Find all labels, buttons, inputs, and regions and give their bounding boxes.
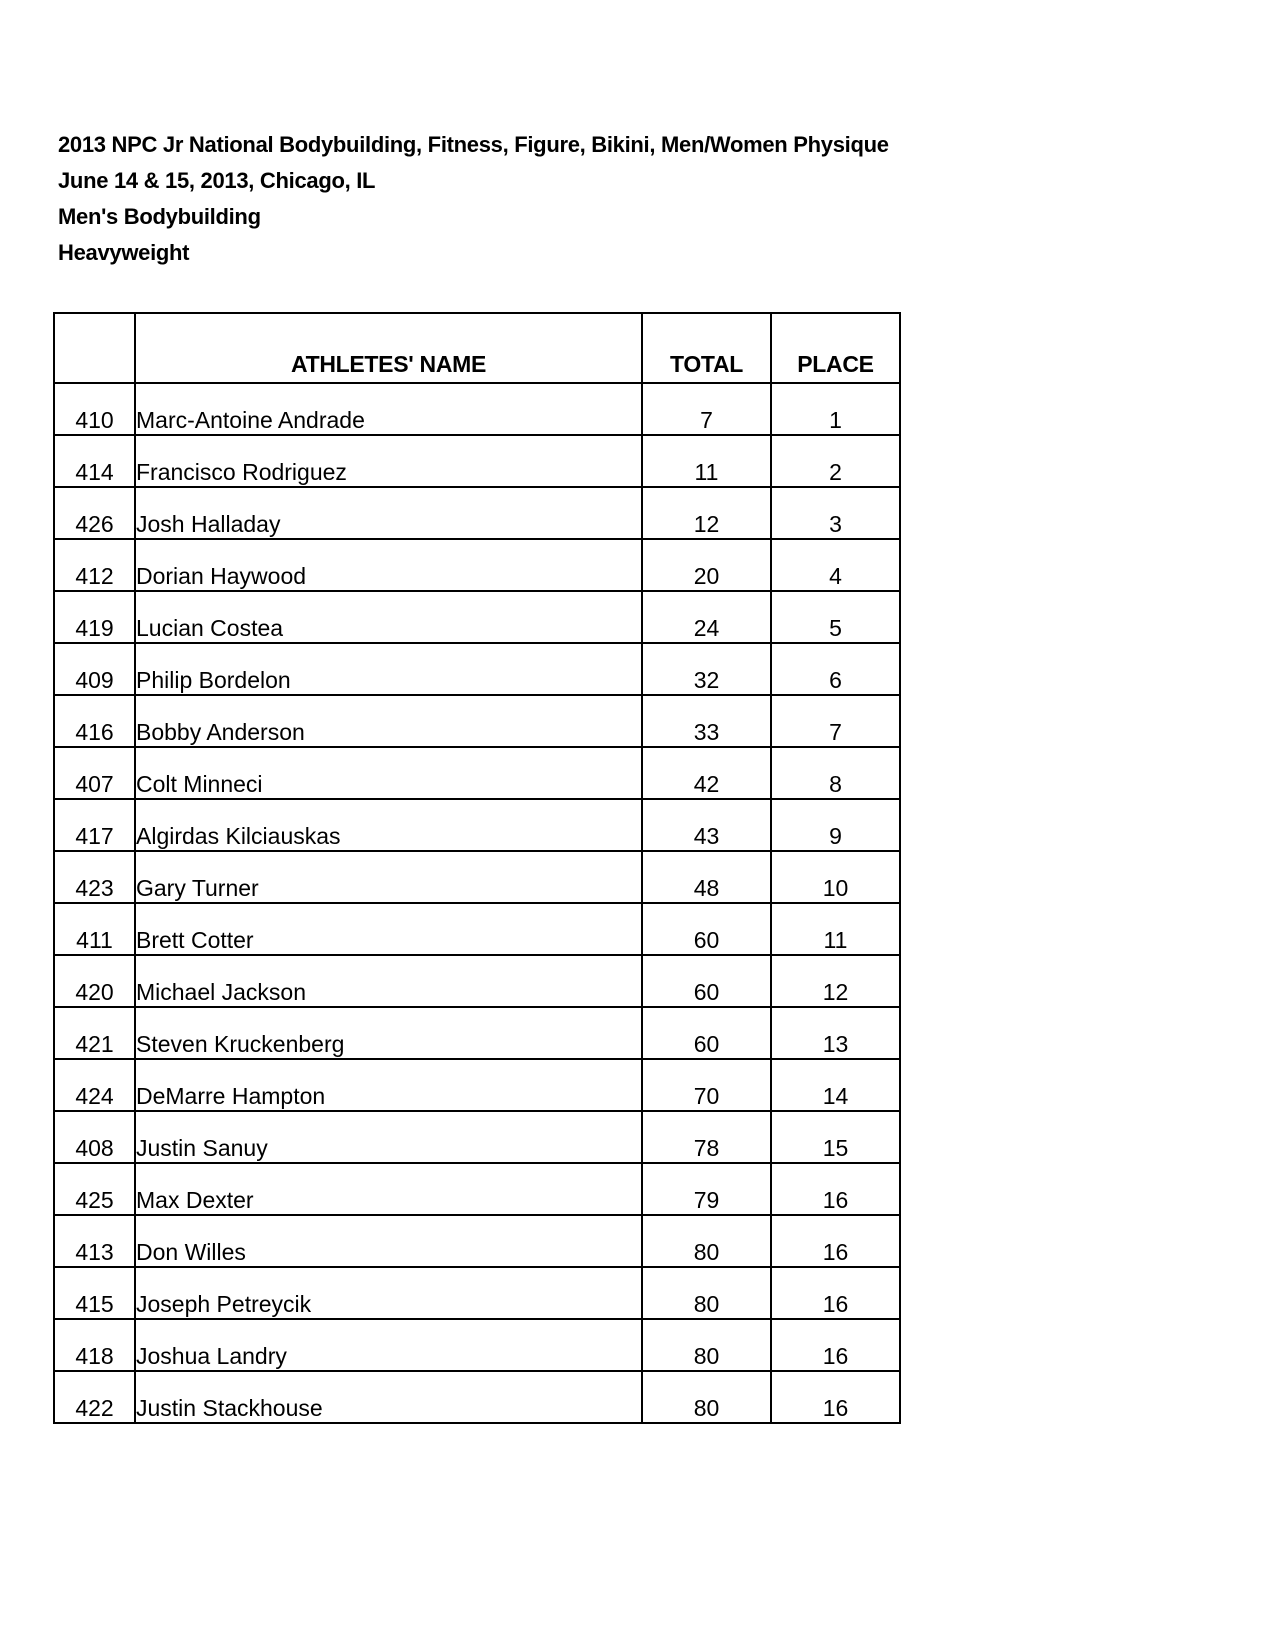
athlete-name: Lucian Costea <box>135 591 642 643</box>
header-place: PLACE <box>771 313 900 383</box>
competitor-number: 426 <box>54 487 135 539</box>
total-score: 43 <box>642 799 771 851</box>
total-score: 12 <box>642 487 771 539</box>
competitor-number: 425 <box>54 1163 135 1215</box>
total-score: 80 <box>642 1215 771 1267</box>
total-score: 42 <box>642 747 771 799</box>
athlete-name: Michael Jackson <box>135 955 642 1007</box>
athlete-name: Bobby Anderson <box>135 695 642 747</box>
total-score: 70 <box>642 1059 771 1111</box>
total-score: 11 <box>642 435 771 487</box>
total-score: 7 <box>642 383 771 435</box>
placing: 16 <box>771 1371 900 1423</box>
division-title: Men's Bodybuilding <box>58 204 261 229</box>
placing: 13 <box>771 1007 900 1059</box>
total-score: 33 <box>642 695 771 747</box>
competitor-number: 421 <box>54 1007 135 1059</box>
weight-class-title: Heavyweight <box>58 240 190 265</box>
athlete-name: Justin Stackhouse <box>135 1371 642 1423</box>
table-row <box>54 1319 900 1371</box>
total-score: 20 <box>642 539 771 591</box>
total-score: 80 <box>642 1267 771 1319</box>
athlete-name: Max Dexter <box>135 1163 642 1215</box>
placing: 8 <box>771 747 900 799</box>
table-row <box>54 1111 900 1163</box>
placing: 4 <box>771 539 900 591</box>
competitor-number: 407 <box>54 747 135 799</box>
placing: 16 <box>771 1319 900 1371</box>
table-row <box>54 955 900 1007</box>
table-body <box>54 383 900 1423</box>
competitor-number: 416 <box>54 695 135 747</box>
athlete-name: Josh Halladay <box>135 487 642 539</box>
header-number-blank <box>54 313 135 383</box>
competitor-number: 418 <box>54 1319 135 1371</box>
event-title: 2013 NPC Jr National Bodybuilding, Fitness, Figure, Bikini, Men/Women Physique <box>58 132 889 157</box>
placing: 3 <box>771 487 900 539</box>
athlete-name: Steven Kruckenberg <box>135 1007 642 1059</box>
athlete-name: Philip Bordelon <box>135 643 642 695</box>
athlete-name: Gary Turner <box>135 851 642 903</box>
athlete-name: Colt Minneci <box>135 747 642 799</box>
header-total: TOTAL <box>642 313 771 383</box>
table-row <box>54 1371 900 1423</box>
total-score: 80 <box>642 1371 771 1423</box>
table-row <box>54 591 900 643</box>
table-header-row <box>54 313 900 383</box>
total-score: 80 <box>642 1319 771 1371</box>
competitor-number: 410 <box>54 383 135 435</box>
table-row <box>54 643 900 695</box>
athlete-name: Francisco Rodriguez <box>135 435 642 487</box>
total-score: 48 <box>642 851 771 903</box>
placing: 10 <box>771 851 900 903</box>
placing: 16 <box>771 1163 900 1215</box>
table-row <box>54 383 900 435</box>
placing: 7 <box>771 695 900 747</box>
placing: 2 <box>771 435 900 487</box>
table-row <box>54 487 900 539</box>
table-row <box>54 435 900 487</box>
athlete-name: Don Willes <box>135 1215 642 1267</box>
header-athlete-name: ATHLETES' NAME <box>135 313 642 383</box>
document-heading <box>58 127 889 271</box>
placing: 14 <box>771 1059 900 1111</box>
placing: 16 <box>771 1215 900 1267</box>
competitor-number: 414 <box>54 435 135 487</box>
placing: 5 <box>771 591 900 643</box>
total-score: 24 <box>642 591 771 643</box>
table-row <box>54 903 900 955</box>
table-row <box>54 1163 900 1215</box>
table-row <box>54 539 900 591</box>
athlete-name: Dorian Haywood <box>135 539 642 591</box>
competitor-number: 408 <box>54 1111 135 1163</box>
table-row <box>54 695 900 747</box>
total-score: 32 <box>642 643 771 695</box>
competitor-number: 413 <box>54 1215 135 1267</box>
table-row <box>54 1215 900 1267</box>
athlete-name: Marc-Antoine Andrade <box>135 383 642 435</box>
competitor-number: 423 <box>54 851 135 903</box>
competitor-number: 419 <box>54 591 135 643</box>
placing: 9 <box>771 799 900 851</box>
athlete-name: DeMarre Hampton <box>135 1059 642 1111</box>
placing: 6 <box>771 643 900 695</box>
event-date-location: June 14 & 15, 2013, Chicago, IL <box>58 168 376 193</box>
table-row <box>54 747 900 799</box>
athlete-name: Joshua Landry <box>135 1319 642 1371</box>
placing: 11 <box>771 903 900 955</box>
athlete-name: Justin Sanuy <box>135 1111 642 1163</box>
competitor-number: 424 <box>54 1059 135 1111</box>
athlete-name: Joseph Petreycik <box>135 1267 642 1319</box>
competitor-number: 411 <box>54 903 135 955</box>
competitor-number: 409 <box>54 643 135 695</box>
results-table <box>53 312 901 1424</box>
total-score: 78 <box>642 1111 771 1163</box>
athlete-name: Algirdas Kilciauskas <box>135 799 642 851</box>
table-row <box>54 851 900 903</box>
placing: 12 <box>771 955 900 1007</box>
total-score: 60 <box>642 955 771 1007</box>
table-row <box>54 1007 900 1059</box>
total-score: 60 <box>642 903 771 955</box>
competitor-number: 422 <box>54 1371 135 1423</box>
table-row <box>54 1059 900 1111</box>
competitor-number: 417 <box>54 799 135 851</box>
placing: 1 <box>771 383 900 435</box>
table-row <box>54 799 900 851</box>
total-score: 79 <box>642 1163 771 1215</box>
placing: 15 <box>771 1111 900 1163</box>
total-score: 60 <box>642 1007 771 1059</box>
competitor-number: 412 <box>54 539 135 591</box>
athlete-name: Brett Cotter <box>135 903 642 955</box>
table-row <box>54 1267 900 1319</box>
competitor-number: 415 <box>54 1267 135 1319</box>
placing: 16 <box>771 1267 900 1319</box>
competitor-number: 420 <box>54 955 135 1007</box>
